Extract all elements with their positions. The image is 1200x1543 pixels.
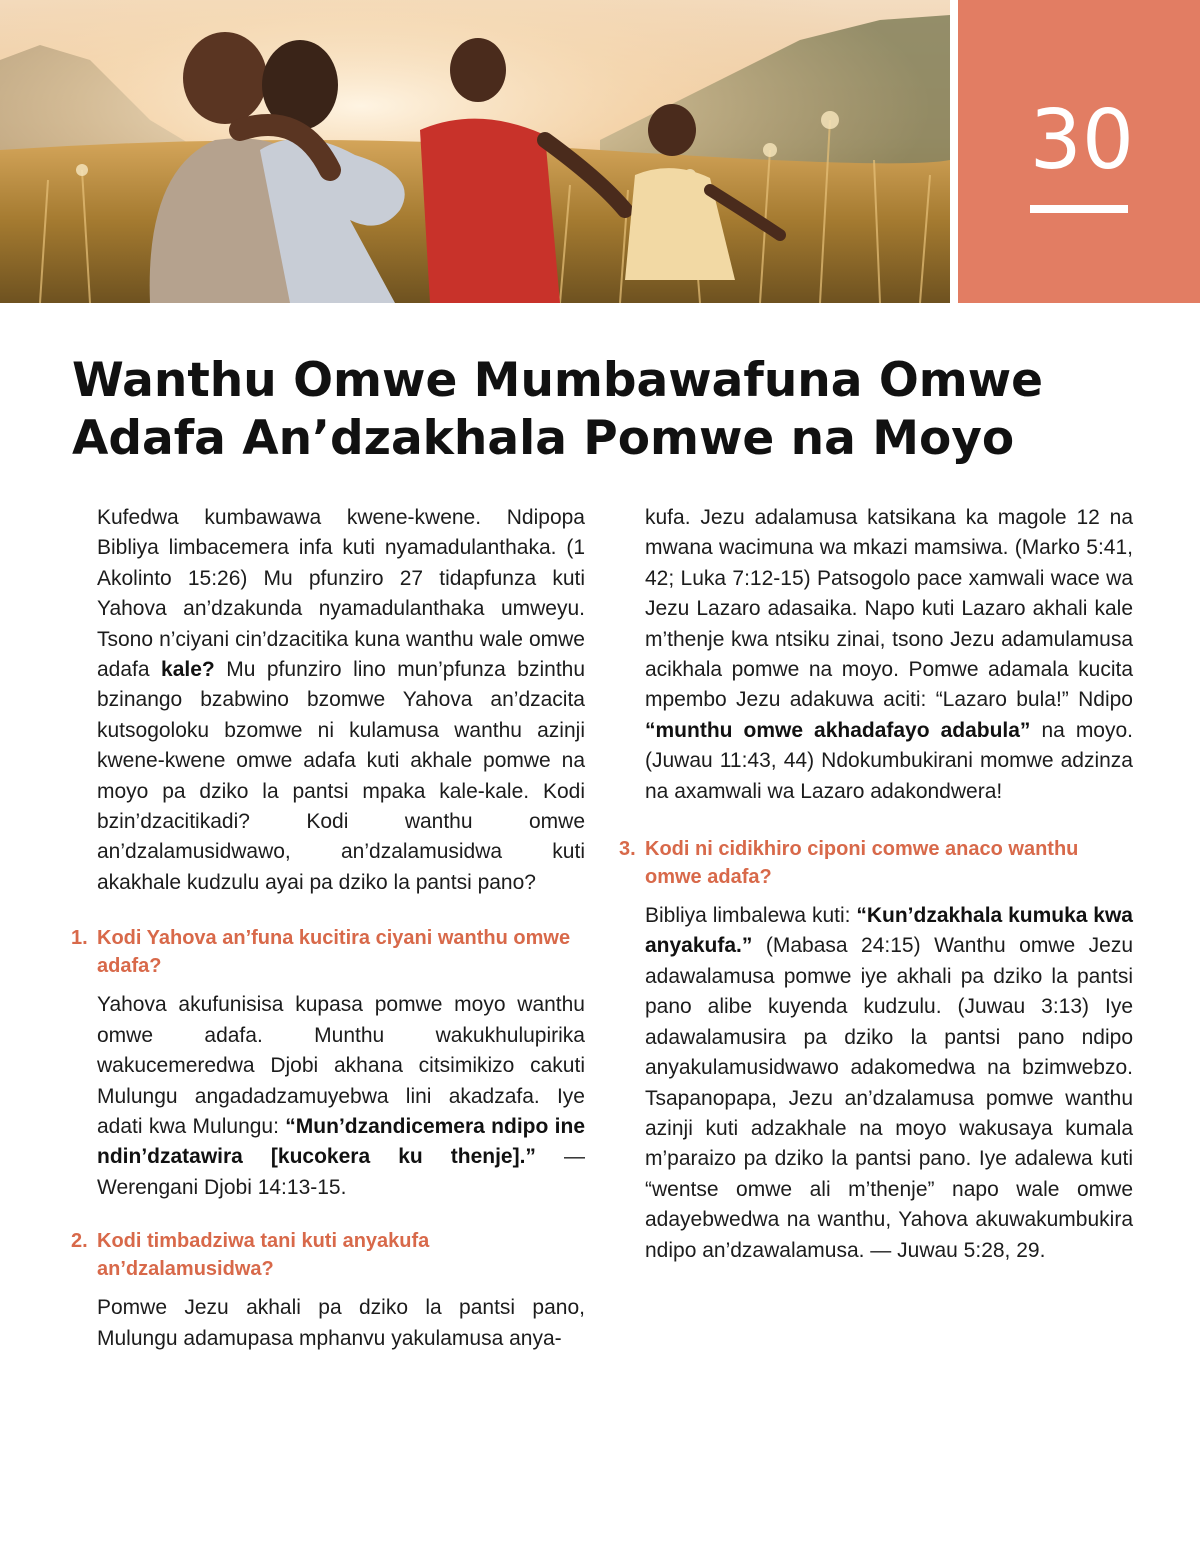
answer-2-start: Pomwe Jezu akhali pa dziko la pantsi pano, Mulungu adamupasa mphanvu yakulamusa anya-: [97, 1296, 585, 1350]
intro-bold-1: kale?: [161, 658, 215, 682]
lesson-number: 30: [1029, 93, 1134, 188]
question-3: [619, 835, 1133, 891]
answer-text: — Werengani Djobi 14:13-15.: [97, 1145, 585, 1199]
answer-bold: “munthu omwe akhadafayo adabula”: [645, 718, 1031, 742]
question-1: [71, 924, 585, 980]
question-number: 3.: [619, 838, 636, 861]
answer-3: [645, 901, 1133, 1266]
question-text: Kodi Yahova an’funa kucitira ciyani wanthu omwe adafa?: [97, 927, 571, 978]
answer-bold: “Kun’dzakhala kumuka kwa anyakufa.”: [645, 904, 1133, 958]
right-column: [619, 503, 1134, 1266]
question-2: [71, 1227, 585, 1283]
answer-bold: “Mun’dzandicemera ndipo ine ndin’dzatawira [kucokera ku thenje].”: [97, 1114, 585, 1169]
answer-text: kufa. Jezu adalamusa katsikana ka magole 12 na mwana wacimuna wa mkazi mamsiwa. (Marko 5:41, 42; Luka 7:12-15) Patsogolo pace xamwali wace wa Jezu Lazaro adasaika. Napo kuti Lazaro akhali kale m’thenje kwa ntsiku zinai, tsono Jezu adamulamusa acikhala pomwe na moyo. Pomwe adamala kucita mpembo Jezu adakuwa aciti: “Lazaro bula!” Ndipo: [645, 506, 1133, 712]
answer-text: Bibliya limbalewa kuti:: [645, 904, 857, 928]
answer-2-continued: [645, 503, 1133, 807]
family-field-illustration: [0, 0, 950, 303]
lesson-number-box: [958, 0, 1200, 303]
answer-1: [97, 990, 585, 1203]
header-photo: [0, 0, 950, 303]
lesson-title-line-1: Wanthu Omwe Mumbawafuna Omwe: [72, 353, 1044, 408]
question-text: Kodi ni cidikhiro ciponi comwe anaco wanthu omwe adafa?: [645, 838, 1079, 889]
answer-text: (Mabasa 24:15) Wanthu omwe Jezu adawalamusa pomwe iye akhali pa dziko la pantsi pano alibe kuyenda kudzulu. (Juwau 3:13) Iye adawalamusira pa dziko la pantsi pano ndipo anyakulamusidwawo adakomedwa na bzimwebzo. Tsapanopapa, Jezu an’dzalamusa pomwe wanthu azinji kuti adzakhale na moyo wakusaya kumala m’paraizo pa dziko la pantsi pano. Iye adalewa kuti “wentse omwe ali m’thenje” napo wale omwe adayebwedwa na wanthu, Yahova akuwakumbukira ndipo an’dzawalamusa. — Juwau 5:28, 29.: [645, 934, 1133, 1262]
question-number: 2.: [71, 1230, 88, 1253]
lesson-title-line-2: Adafa An’dzakhala Pomwe na Moyo: [72, 411, 1015, 466]
question-text: Kodi timbadziwa tani kuti anyakufa an’dzalamusidwa?: [97, 1230, 430, 1281]
answer-text: Yahova akufunisisa kupasa pomwe moyo wanthu omwe adafa. Munthu wakukhulupirika wakucemeredwa Djobi akhana citsimikizo cakuti Mulungu angadadzamuyebwa lini akadzafa. Iye adati kwa Mulungu:: [97, 993, 585, 1138]
lesson-number-underline: [1030, 205, 1128, 213]
answer-text: na moyo. (Juwau 11:43, 44) Ndokumbukirani momwe adzinza na axamwali wa Lazaro adakondwera!: [645, 718, 1134, 803]
left-column: [71, 503, 586, 1354]
intro-text-1: Kufedwa kumbawawa kwene-kwene. Ndipopa Bibliya limbacemera infa kuti nyamadulanthaka. (1 Akolinto 15:26) Mu pfunziro 27 tidapfunza kuti Yahova an’dzakunda nyamadulanthaka umweyu. Tsono n’ciyani cin’dzacitika kuna wanthu wale omwe adafa: [97, 506, 585, 682]
lesson-title: [72, 352, 1132, 468]
intro-text-2: Mu pfunziro lino mun’pfunza bzinthu bzinango bzabwino bzomwe Yahova an’dzacita kutsogoloku bzomwe ni kulamusa wanthu azinji kwene-kwene omwe adafa kuti akhale pomwe na moyo pa dziko la pantsi mpaka kale-kale. Kodi bzin’dzacitikadi? Kodi wanthu omwe an’dzalamusidwawo, an’dzalamusidwa kuti akakhale kudzulu ayai pa dziko la pantsi pano?: [97, 658, 586, 894]
question-number: 1.: [71, 927, 88, 950]
intro-paragraph: [97, 503, 585, 898]
